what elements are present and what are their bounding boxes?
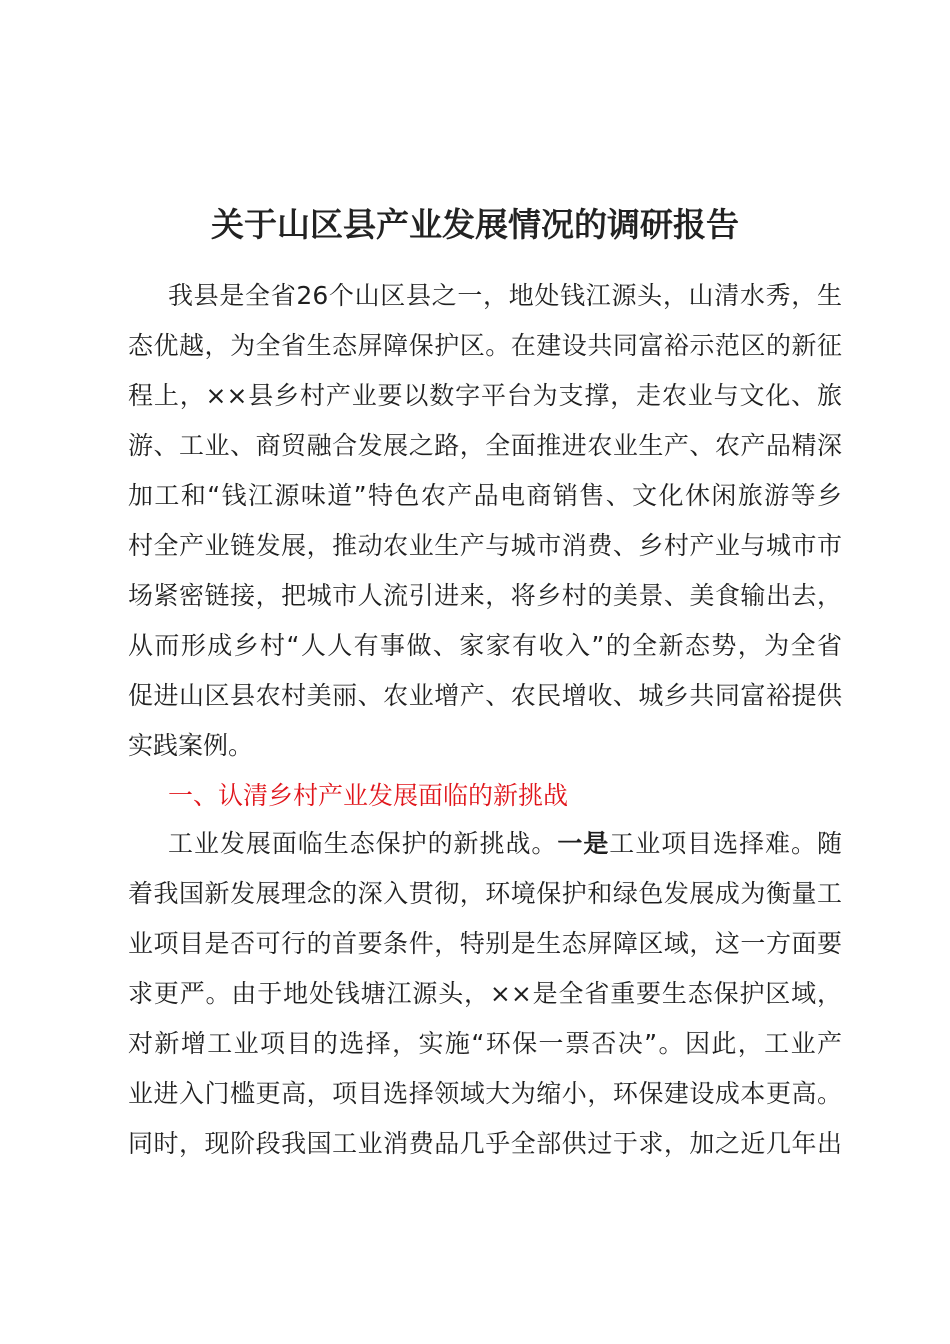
paragraph-2-lead: 工业发展面临生态保护的新挑战。 — [168, 829, 558, 858]
paragraph-2-line-2: 着我国新发展理念的深入贯彻，环境保护和绿色发展成为衡量工 — [128, 879, 842, 908]
paragraph-2-lead-rest: 工业项目选择难。随 — [609, 829, 842, 858]
paragraph-1-line-10: 实践案例。 — [128, 731, 254, 760]
paragraph-1-line-9: 促进山区县农村美丽、农业增产、农民增收、城乡共同富裕提供 — [128, 681, 842, 710]
paragraph-1-line-6: 村全产业链发展，推动农业生产与城市消费、乡村产业与城市市 — [128, 531, 842, 560]
paragraph-2-line-1 — [168, 819, 842, 869]
document-title: 关于山区县产业发展情况的调研报告 — [211, 205, 739, 244]
paragraph-1-line-4: 游、工业、商贸融合发展之路，全面推进农业生产、农产品精深 — [128, 431, 842, 460]
paragraph-2-line-7: 同时，现阶段我国工业消费品几乎全部供过于求，加之近几年出 — [128, 1129, 842, 1158]
paragraph-1-line-7: 场紧密链接，把城市人流引进来，将乡村的美景、美食输出去， — [128, 581, 842, 610]
paragraph-1-line-1: 我县是全省26个山区县之一，地处钱江源头，山清水秀，生 — [168, 281, 842, 310]
paragraph-2-bold-marker: 一是 — [557, 829, 610, 858]
paragraph-1-line-3: 程上，××县乡村产业要以数字平台为支撑，走农业与文化、旅 — [128, 381, 842, 410]
paragraph-2-line-6: 业进入门槛更高，项目选择领域大为缩小，环保建设成本更高。 — [128, 1079, 842, 1108]
paragraph-2-line-5: 对新增工业项目的选择，实施“环保一票否决”。因此，工业产 — [128, 1029, 842, 1058]
paragraph-2-line-3: 业项目是否可行的首要条件，特别是生态屏障区域，这一方面要 — [128, 929, 842, 958]
paragraph-2-line-4: 求更严。由于地处钱塘江源头，××是全省重要生态保护区域， — [128, 979, 842, 1008]
paragraph-1-line-8: 从而形成乡村“人人有事做、家家有收入”的全新态势，为全省 — [128, 631, 842, 660]
section-heading: 一、认清乡村产业发展面临的新挑战 — [168, 781, 569, 810]
paragraph-1-line-5: 加工和“钱江源味道”特色农产品电商销售、文化休闲旅游等乡 — [128, 481, 842, 510]
paragraph-1-line-2: 态优越，为全省生态屏障保护区。在建设共同富裕示范区的新征 — [128, 331, 842, 360]
